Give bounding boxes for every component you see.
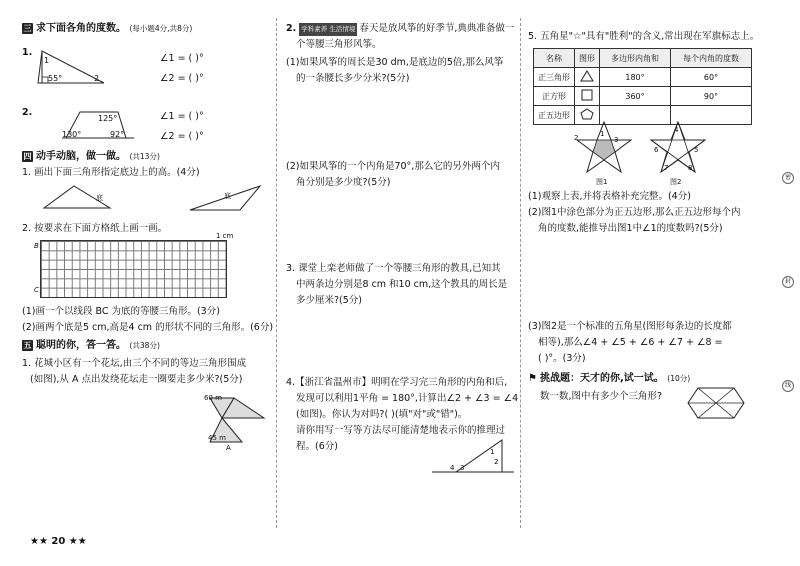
- figure-caption: 图1: [596, 178, 608, 186]
- table-header: 每个内角的度数: [671, 49, 752, 68]
- triangle-shape-icon: [575, 68, 600, 87]
- length-label: 45 m: [208, 434, 226, 442]
- binding-mark: 封: [782, 276, 794, 288]
- c2-q2-b2: 角分别是多少度?(5分): [296, 177, 391, 188]
- angle-label: 125°: [98, 114, 118, 123]
- c2-q3-line1: 3. 课堂上栾老师做了一个等腰三角形的教具,已知其: [286, 263, 501, 274]
- square-shape-icon: [575, 87, 600, 106]
- c3-q5-b2: 角的度数,能推导出图1中∠1的度数吗?(5分): [538, 223, 723, 234]
- table-cell: 90°: [671, 87, 752, 106]
- figure-caption: 图2: [670, 178, 682, 186]
- angle-label: 6: [654, 146, 659, 154]
- c3-q5-c1: (3)图2是一个标准的五角星(图形每条边的长度都: [528, 321, 732, 332]
- angle-label: 1: [44, 56, 50, 65]
- s5-q1-line2: (如图),从 A 点出发绕花坛走一圈要走多少米?(5分): [30, 374, 243, 385]
- section-five-title: 五 聪明的你，答一答。 (共38分): [23, 340, 160, 351]
- point-a-label: A: [226, 444, 231, 452]
- q1-angle2: ∠2 = ( )°: [160, 73, 204, 84]
- q2-angle2: ∠2 = ( )°: [160, 131, 204, 142]
- binding-mark: 线: [782, 380, 794, 392]
- c2-q3-line2: 中两条边分别是8 cm 和10 cm,这个教具的周长是: [296, 279, 508, 290]
- section-four-title: 四 动手动脑，做一做。 (共13分): [23, 151, 160, 162]
- c2-q2-a1: (1)如果风筝的周长是30 dm,是底边的5倍,那么风筝: [286, 57, 504, 68]
- table-row: [534, 106, 752, 125]
- s4-q2-b: (2)画两个底是5 cm,高是4 cm 的形状不同的三角形。(6分): [22, 322, 274, 333]
- section-badge: 五: [23, 341, 32, 350]
- q2-angle1: ∠1 = ( )°: [160, 111, 204, 122]
- angle-label: 1: [490, 448, 495, 456]
- section-badge: 四: [23, 152, 32, 161]
- angle-label: 55°: [48, 74, 63, 83]
- c2-q2-b1: (2)如果风筝的一个内角是70°,那么它的另外两个内: [286, 161, 500, 172]
- table-header-row: [534, 49, 752, 68]
- c3-q5-c2: 相等),那么∠4 + ∠5 + ∠6 + ∠7 + ∠8 =: [538, 337, 723, 348]
- angle-label: 92°: [110, 130, 125, 139]
- angle-label: 4: [674, 126, 679, 134]
- angle-label: 2: [94, 74, 100, 83]
- s4-q1-text: 1. 画出下面三角形指定底边上的高。(4分): [22, 167, 200, 178]
- angle-label: 2: [494, 458, 499, 466]
- c2-q4-line5: 程。(6分): [296, 441, 338, 452]
- angle-label: 1: [600, 130, 605, 138]
- angle-label: 5: [694, 146, 699, 154]
- table-cell: 正方形: [534, 87, 575, 106]
- flag-icon: ⚑: [528, 373, 537, 384]
- c2-q2-line1: 2. 学科素养 生活情境 春天是放风筝的好季节,典典准备做一: [286, 23, 515, 34]
- table-row: [534, 68, 752, 87]
- length-label: 60 m: [204, 394, 222, 402]
- table-cell: 60°: [671, 68, 752, 87]
- c2-q4-line1: 4.【浙江省温州市】明明在学习完三角形的内角和后,: [286, 377, 508, 388]
- c3-q5-a: (1)观察上表,并将表格补充完整。(4分): [528, 191, 691, 202]
- c3-q5-b1: (2)图1中涂色部分为正五边形,那么正五边形每个内: [528, 207, 741, 218]
- table-cell: 180°: [600, 68, 671, 87]
- q2-number: 2.: [22, 107, 33, 118]
- grid-paper: [40, 240, 227, 298]
- q1-number: 1.: [22, 47, 33, 58]
- polygon-table: [533, 48, 752, 125]
- c3-q5-line1: 5. 五角星"☆"具有"胜利"的含义,常出现在军旗标志上。: [528, 31, 760, 42]
- table-header: 名称: [534, 49, 575, 68]
- base-label: 底: [224, 192, 231, 200]
- point-b-label: B: [34, 242, 39, 250]
- base-label: 底: [96, 194, 103, 202]
- section-three-title: 三 求下面各角的度数。 (每小题4分,共8分): [23, 23, 193, 34]
- challenge-question: 数一数,图中有多少个三角形?: [540, 391, 663, 402]
- c2-q4-line3: (如图)。你认为对吗?( )(填"对"或"错")。: [296, 409, 468, 420]
- point-c-label: C: [34, 286, 39, 294]
- angle-label: 3: [614, 136, 619, 144]
- table-cell: 360°: [600, 87, 671, 106]
- s4-q2-text: 2. 按要求在下面方格纸上画一画。: [22, 223, 168, 234]
- c2-q4-line4: 请你用写一写等方法尽可能清楚地表示你的推理过: [296, 425, 506, 436]
- c2-q2-line2: 个等腰三角形风筝。: [296, 39, 382, 50]
- table-header: 多边形内角和: [600, 49, 671, 68]
- c2-q4-line2: 发现可以利用1平角 = 180°,计算出∠2 + ∠3 = ∠4: [296, 393, 519, 404]
- section-badge: 三: [23, 24, 32, 33]
- table-row: [534, 87, 752, 106]
- q1-angle1: ∠1 = ( )°: [160, 53, 204, 64]
- challenge-title: ⚑ 挑战题：天才的你,试一试。 (10分): [528, 373, 691, 384]
- page-number: ★★ 20 ★★: [30, 536, 87, 547]
- s5-q1-line1: 1. 花城小区有一个花坛,由三个不同的等边三角形围成: [22, 358, 247, 369]
- angle-label: 3: [460, 464, 465, 472]
- c2-q3-line3: 多少厘米?(5分): [296, 295, 362, 306]
- c2-q2-a2: 的一条腰长多少分米?(5分): [296, 73, 410, 84]
- s4-q2-a: (1)画一个以线段 BC 为底的等腰三角形。(3分): [22, 306, 220, 317]
- hexagon-triangles-figure: [686, 386, 746, 420]
- column-divider: [520, 18, 521, 528]
- angle-label: 2: [574, 134, 579, 142]
- column-divider: [276, 18, 277, 528]
- angle-label: 8: [688, 164, 693, 172]
- table-header: 图形: [575, 49, 600, 68]
- triangles-figure: [40, 180, 270, 216]
- angle-label: 7: [664, 164, 669, 172]
- angle-label: 4: [450, 464, 455, 472]
- triangle-angle-figure: [430, 436, 518, 476]
- angle-label: 130°: [62, 130, 82, 139]
- binding-mark: 密: [782, 172, 794, 184]
- c3-q5-c3: ( )°。(3分): [538, 353, 586, 364]
- table-cell: 正三角形: [534, 68, 575, 87]
- unit-label: 1 cm: [216, 232, 234, 240]
- table-cell: 正五边形: [534, 106, 575, 125]
